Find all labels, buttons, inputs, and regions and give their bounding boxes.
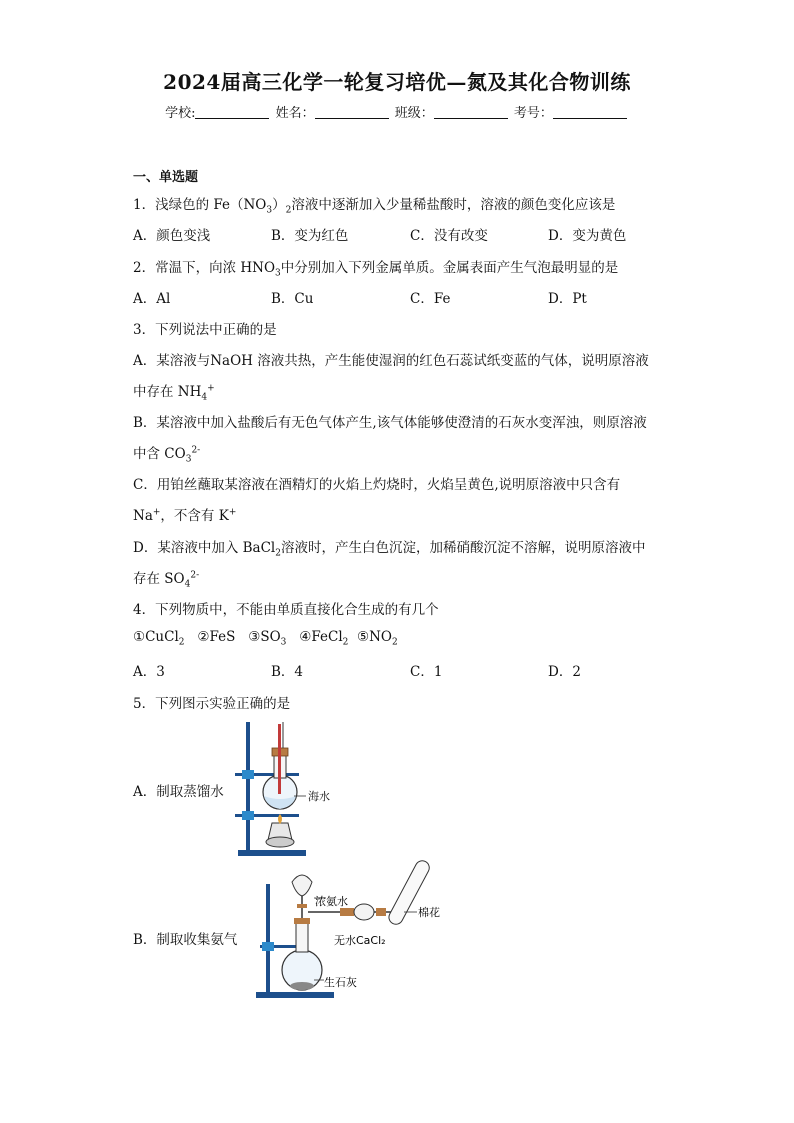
name-label: 姓名： bbox=[275, 106, 315, 121]
distillation-apparatus-figure bbox=[232, 718, 342, 860]
school-blank bbox=[195, 105, 269, 119]
question-2-option-d[interactable]: D．Pt bbox=[548, 291, 587, 307]
name-blank bbox=[315, 105, 389, 119]
school-label: 学校: bbox=[165, 106, 196, 121]
question-3-stem: 3．下列说法中正确的是 bbox=[133, 322, 277, 338]
anhydrous-cacl2-label: 无水CaCl₂ bbox=[334, 934, 386, 947]
question-2-option-b[interactable]: B．Cu bbox=[271, 291, 314, 307]
question-4-option-b[interactable]: B．4 bbox=[271, 664, 304, 680]
question-3-option-b-line2: 中含 $CO_3^{2-}$ bbox=[133, 445, 201, 465]
question-3-option-a-line2: 中存在 $NH_4^+$ bbox=[133, 383, 215, 403]
ammonia-apparatus-figure bbox=[252, 860, 452, 1005]
question-1-option-c[interactable]: C．没有改变 bbox=[410, 228, 488, 244]
section-heading: 一、单选题 bbox=[133, 170, 199, 185]
question-3-option-d-line2: 存在 $SO_4^{2-}$ bbox=[133, 570, 200, 590]
question-4-option-a[interactable]: A．3 bbox=[133, 664, 165, 680]
question-3-option-b-line1[interactable]: B．某溶液中加入盐酸后有无色气体产生,该气体能够使澄清的石灰水变浑浊，则原溶液 bbox=[133, 415, 647, 431]
question-4-items: ①CuCl$_2$ ②FeS $③SO_3$ ④FeCl$_2$ $⑤NO_2$ bbox=[133, 629, 398, 648]
question-3-option-c-line1[interactable]: C．用铂丝蘸取某溶液在酒精灯的火焰上灼烧时，火焰呈黄色,说明原溶液中只含有 bbox=[133, 477, 621, 493]
question-3-option-d-line1[interactable]: D．某溶液中加入 BaCl$_2$溶液时，产生白色沉淀，加稀硝酸沉淀不溶解，说明原溶液中 bbox=[133, 540, 646, 559]
class-label: 班级： bbox=[394, 106, 434, 121]
number-label: 考号： bbox=[513, 106, 553, 121]
page-title: 2024届高三化学一轮复习培优—氮及其化合物训练 bbox=[163, 70, 631, 94]
concentrated-ammonia-label: 浓氨水 bbox=[315, 895, 348, 908]
question-2-stem: 2．常温下，向浓 $HNO_3$中分别加入下列金属单质。金属表面产生气泡最明显的是 bbox=[133, 260, 619, 279]
question-4-stem: 4．下列物质中，不能由单质直接化合生成的有几个 bbox=[133, 602, 439, 618]
seawater-label: 海水 bbox=[308, 790, 330, 803]
question-5-stem: 5．下列图示实验正确的是 bbox=[133, 696, 291, 712]
number-blank bbox=[553, 105, 627, 119]
question-1-stem: 1．浅绿色的 $Fe(NO_3)_2$溶液中逐渐加入少量稀盐酸时，溶液的颜色变化应该是 bbox=[133, 197, 616, 216]
question-2-option-c[interactable]: C．Fe bbox=[410, 291, 451, 307]
question-5-option-a[interactable]: A．制取蒸馏水 bbox=[133, 784, 224, 800]
question-5-option-b[interactable]: B．制取收集氨气 bbox=[133, 932, 238, 948]
question-1-option-b[interactable]: B．变为红色 bbox=[271, 228, 349, 244]
question-2-option-a[interactable]: A．Al bbox=[133, 291, 171, 307]
quicklime-label: 生石灰 bbox=[324, 976, 357, 989]
question-3-option-a-line1[interactable]: A．某溶液与NaOH 溶液共热，产生能使湿润的红色石蕊试纸变蓝的气体，说明原溶液 bbox=[133, 353, 649, 369]
cotton-label: 棉花 bbox=[418, 906, 440, 919]
question-3-option-c-line2: Na+，不含有 K+ bbox=[133, 507, 237, 524]
student-info-line bbox=[0, 102, 794, 121]
question-1-option-d[interactable]: D．变为黄色 bbox=[548, 228, 627, 244]
question-4-option-d[interactable]: D．2 bbox=[548, 664, 581, 680]
question-4-option-c[interactable]: C．1 bbox=[410, 664, 443, 680]
question-1-option-a[interactable]: A．颜色变浅 bbox=[133, 228, 211, 244]
class-blank bbox=[434, 105, 508, 119]
